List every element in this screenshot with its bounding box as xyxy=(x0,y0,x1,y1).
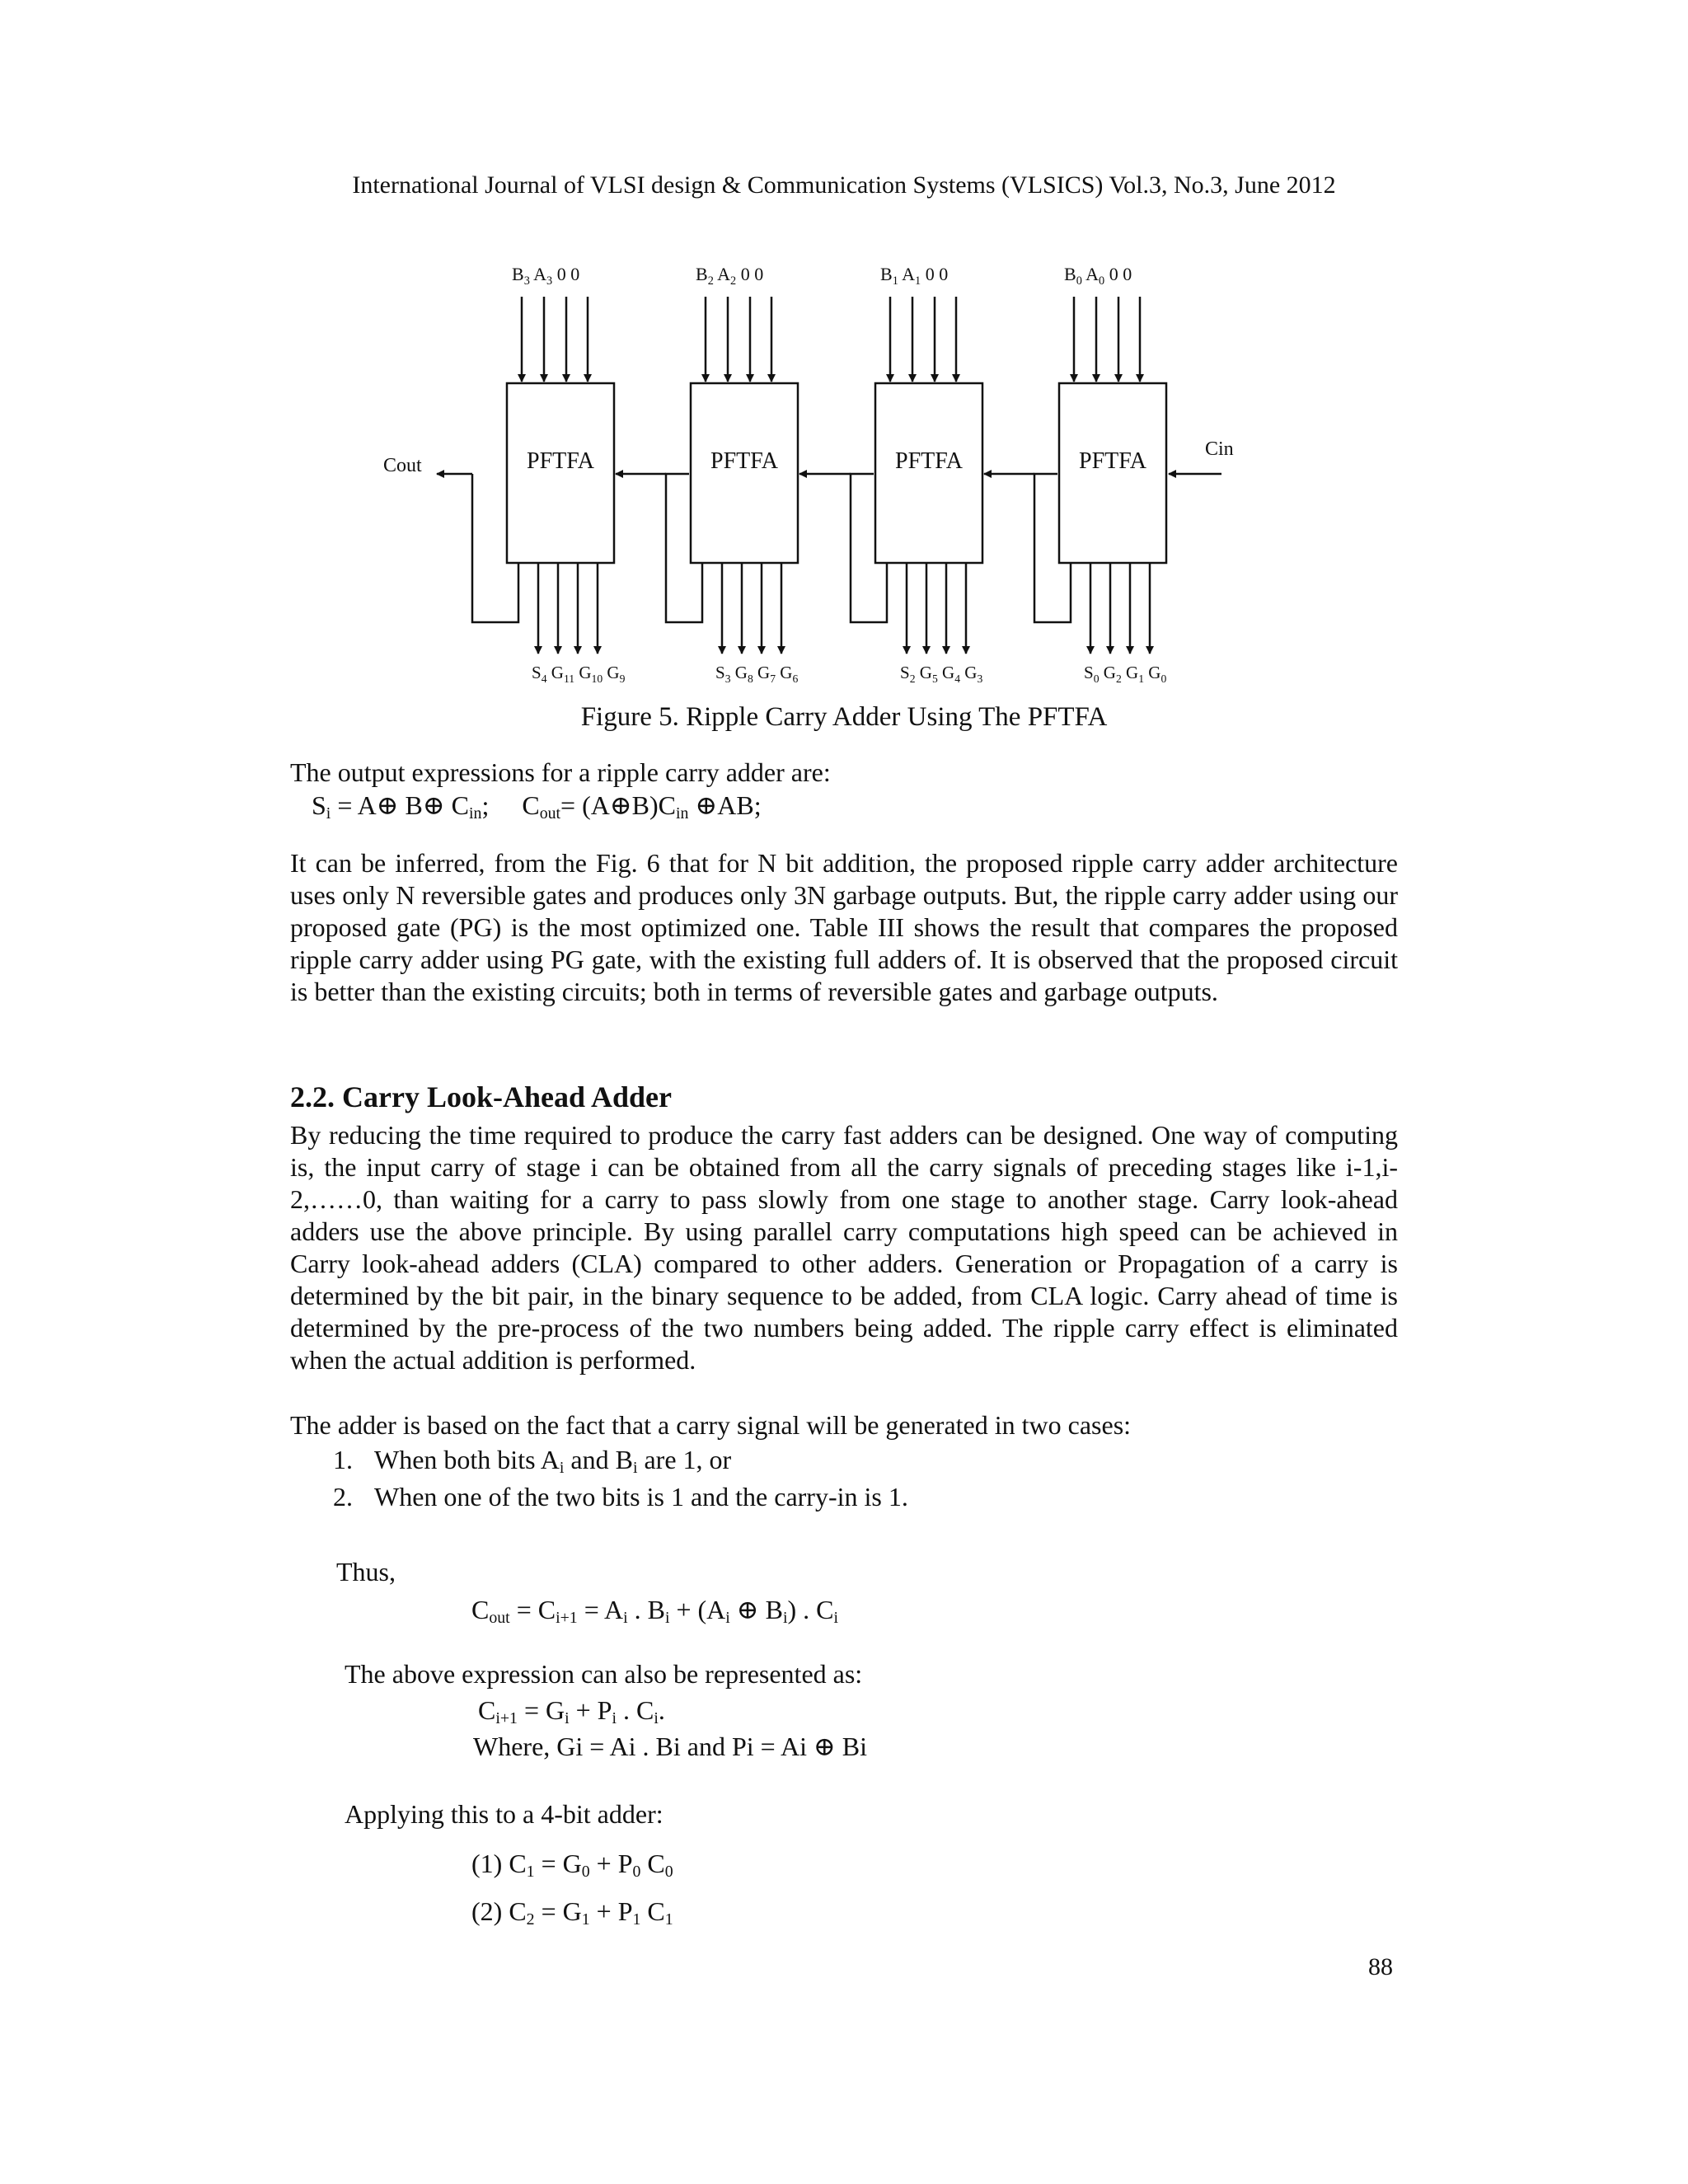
above-expression: The above expression can also be represented as: xyxy=(345,1659,863,1689)
ripple-equations: $S_i$ = A⊕ B⊕ $C_{in}$; $C_{out}=$ $(A\oplus B)C_{in}$ ⊕AB; xyxy=(312,790,762,823)
page-number: 88 xyxy=(1368,1953,1393,1980)
carry-wire xyxy=(1034,474,1071,622)
ripple-carry-adder-diagram xyxy=(0,247,1688,692)
output-label: $S_0$ $G_2$ $G_1$ $G_0$ xyxy=(1084,663,1167,685)
cout-label: Cout xyxy=(383,455,422,476)
input-label: $B_2$ $A_2$ 0 0 xyxy=(696,264,764,288)
gp-equation: $C_{i+1} = G_i + P_i$ . $C_i$. xyxy=(478,1695,665,1727)
figure-caption: Figure 5. Ripple Carry Adder Using The PFTFA xyxy=(580,702,1108,732)
input-label: $B_1$ $A_1$ 0 0 xyxy=(880,264,949,288)
cout-wire xyxy=(472,474,518,622)
carry-equation: $C_{out} = C_{i+1} = A_i$ . $B_i + (A_i$ ⊕ $B_i$) . $C_i$ xyxy=(471,1595,838,1627)
pftfa-label: PFTFA xyxy=(1079,448,1146,474)
ripple-paragraph: It can be inferred, from the Fig. 6 that for N bit addition, the proposed ripple carry adder architecture uses only N reversible gates and produces only 3N garbage outputs. But, the ripple carry adder using our proposed gate (PG) is the most optimized one. Table III shows the result that compares the proposed ripple carry adder using PG gate, with the existing full adders of. It is observed that the proposed circuit is better than the existing circuits; both in terms of reversible gates and garbage outputs. xyxy=(290,848,1398,1006)
cla-paragraph-1: By reducing the time required to produce the carry fast adders can be designed. One way of computing is, the input carry of stage i can be obtained from all the carry signals of preceding stages like i-1,i-2,……0, than waiting for a carry to pass slowly from one stage to another stage. Carry look-ahead adders use the above principle. By using parallel carry computations high speed can be achieved in Carry look-ahead adders (CLA) compared to other adders. Generation or Propagation of a carry is determined by the bit pair, in the binary sequence to be added, from CLA logic. Carry ahead of time is determined by the pre-process of the two numbers being added. The ripple carry effect is eliminated when the actual addition is performed. xyxy=(290,1120,1398,1375)
carry-wire xyxy=(666,474,702,622)
pftfa-label: PFTFA xyxy=(895,448,963,474)
thus-label: Thus, xyxy=(336,1557,396,1586)
output-label: $S_4$ $G_{11}$ $G_{10}$ $G_9$ xyxy=(532,663,626,685)
carry-wire xyxy=(851,474,887,622)
input-label: $B_0$ $A_0$ 0 0 xyxy=(1064,264,1132,288)
section-heading: 2.2. Carry Look-Ahead Adder xyxy=(290,1080,673,1113)
output-label: $S_2$ $G_5$ $G_4$ $G_3$ xyxy=(900,663,983,685)
applying-label: Applying this to a 4-bit adder: xyxy=(345,1799,663,1829)
pftfa-label: PFTFA xyxy=(710,448,778,474)
carry-eq-1: (1) $C_1 = G_0 + P_0$ $C_0$ xyxy=(471,1849,673,1881)
carry-eq-2: (2) $C_2 = G_1 + P_1$ $C_1$ xyxy=(471,1896,673,1929)
output-label: $S_3$ $G_8$ $G_7$ $G_6$ xyxy=(715,663,799,685)
list-item-2: 2. When one of the two bits is 1 and the carry-in is 1. xyxy=(333,1482,908,1511)
journal-header: International Journal of VLSI design & Communication Systems (VLSICS) Vol.3, No.3, June 2012 xyxy=(352,171,1336,199)
where-definition: Where, Gi = Ai . Bi and Pi = Ai ⊕ Bi xyxy=(473,1732,867,1761)
list-item-1: 1. When both bits $A_i$ and $B_i$ are 1, or xyxy=(333,1445,732,1477)
cla-paragraph-2: The adder is based on the fact that a carry signal will be generated in two cases: xyxy=(290,1410,1132,1440)
input-label: $B_3$ $A_3$ 0 0 xyxy=(512,264,580,288)
pftfa-label: PFTFA xyxy=(527,448,594,474)
cin-label: Cin xyxy=(1205,438,1234,460)
ripple-intro: The output expressions for a ripple carry adder are: xyxy=(290,757,831,787)
